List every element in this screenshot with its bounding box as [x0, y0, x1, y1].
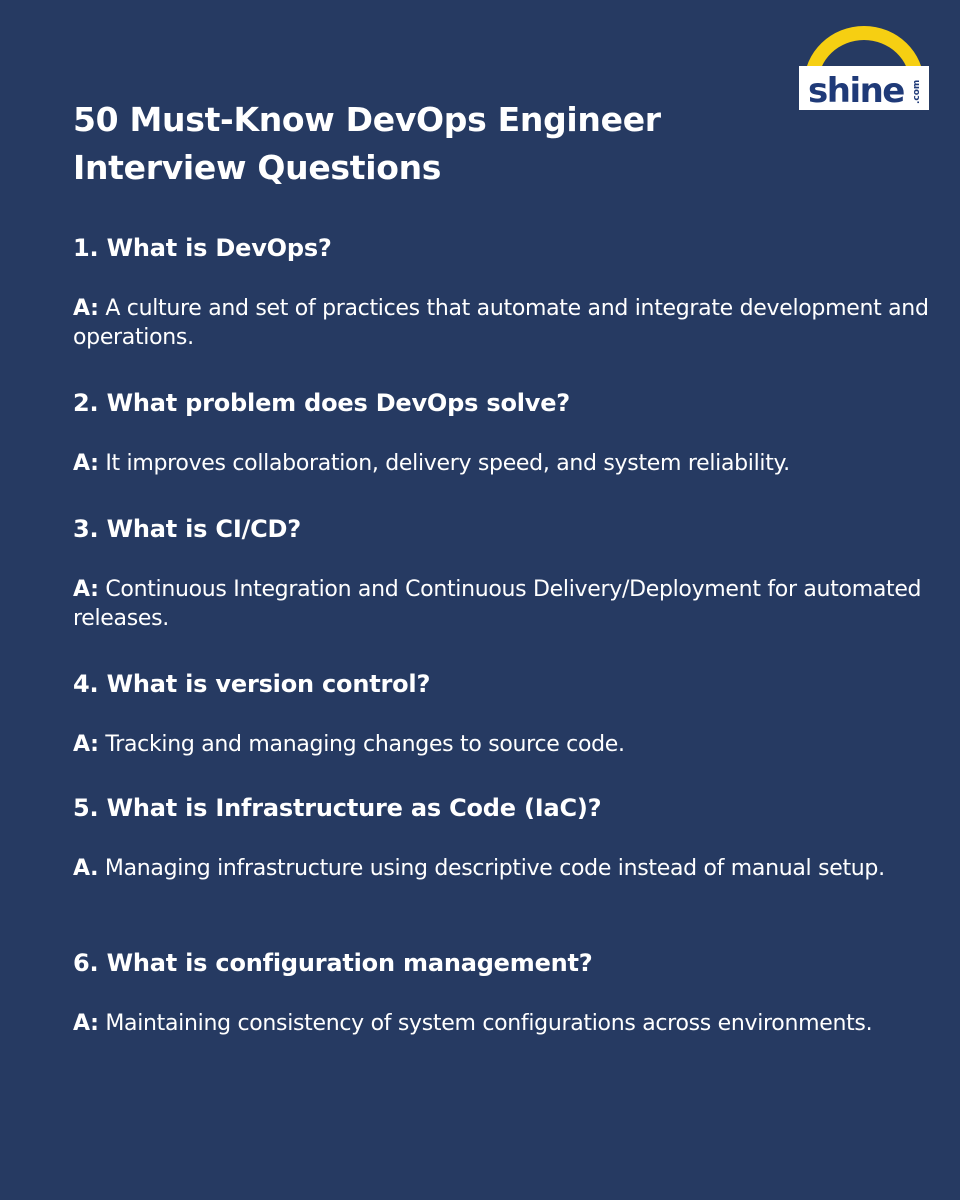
qa-item-1 [73, 232, 933, 352]
answer-2 [73, 449, 933, 478]
page-title [73, 96, 753, 192]
answer-prefix: A: [73, 1011, 99, 1036]
answer-text: Managing infrastructure using descriptive code instead of manual setup. [104, 856, 885, 881]
answer-prefix: A: [73, 732, 99, 757]
question-2: 2. What problem does DevOps solve? [73, 389, 571, 417]
answer-text: Tracking and managing changes to source code. [105, 732, 625, 757]
page-title-line-1: 50 Must-Know DevOps Engineer [73, 100, 661, 139]
shine-logo [798, 24, 930, 112]
answer-6 [73, 1009, 933, 1038]
question-1: 1. What is DevOps? [73, 234, 332, 262]
answer-prefix: A: [73, 577, 99, 602]
answer-5 [73, 854, 933, 883]
answer-prefix: A: [73, 451, 99, 476]
qa-item-2 [73, 387, 933, 478]
answer-4 [73, 730, 933, 759]
answer-text: A culture and set of practices that automate and integrate development and operations. [73, 296, 929, 350]
question-4: 4. What is version control? [73, 670, 431, 698]
qa-item-4 [73, 668, 933, 759]
qa-item-6 [73, 947, 933, 1038]
answer-text: Continuous Integration and Continuous Delivery/Deployment for automated releases. [73, 577, 922, 631]
answer-text: Maintaining consistency of system configurations across environments. [105, 1011, 873, 1036]
qa-item-3 [73, 513, 933, 633]
answer-prefix: A. [73, 856, 99, 881]
logo-text: shine [808, 71, 904, 111]
qa-item-5 [73, 792, 933, 883]
question-6: 6. What is configuration management? [73, 949, 593, 977]
answer-text: It improves collaboration, delivery speed, and system reliability. [105, 451, 790, 476]
logo-suffix: .com [912, 79, 922, 104]
page-title-line-2: Interview Questions [73, 148, 442, 187]
answer-prefix: A: [73, 296, 99, 321]
question-3: 3. What is CI/CD? [73, 515, 301, 543]
answer-1 [73, 294, 933, 352]
question-5: 5. What is Infrastructure as Code (IaC)? [73, 794, 602, 822]
answer-3 [73, 575, 933, 633]
